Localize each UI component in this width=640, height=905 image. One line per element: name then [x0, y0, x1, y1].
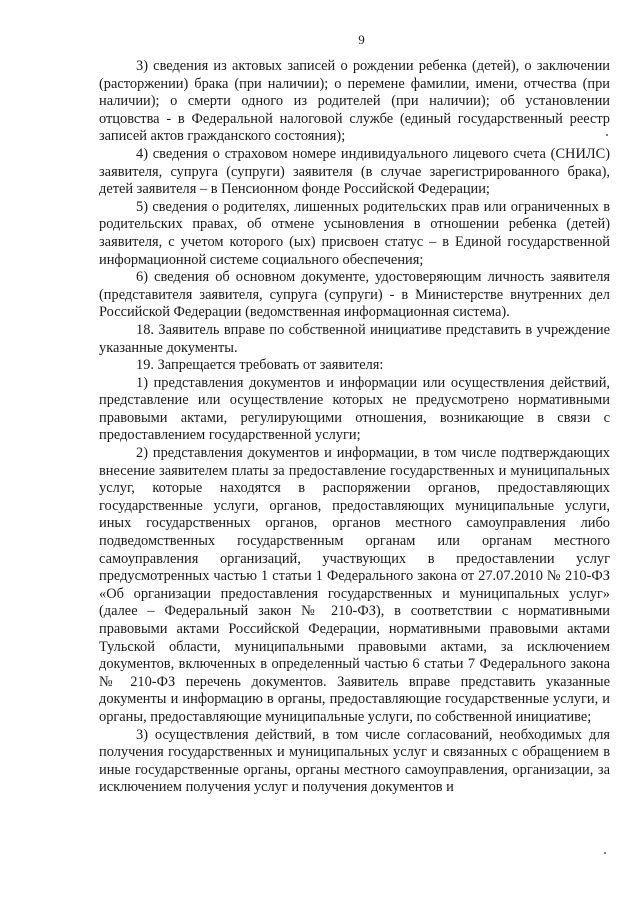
scan-speck: [604, 852, 606, 854]
page-number: 9: [358, 32, 365, 47]
document-body: [99, 58, 610, 797]
paragraph-clause-19-item-2: 2) представления документов и информации, в том числе подтверждающих внесение заявителем платы за предоставление государственных и муниципальных услуг, которые находятся в распоряжении органов, предоставляющих государственные услуги, органов, предоставляющих муниципальные услуги, иных государственных органов, органов местного самоуправления либо подведомственных государственным органам или органам местного самоуправления организаций, участвующих в предоставлении услуг предусмотренных частью 1 статьи 1 Федерального закона от 27.07.2010 № 210-ФЗ «Об организации предоставления государственных и муниципальных услуг» (далее – Федеральный закон № 210-ФЗ), в соответствии с нормативными правовыми актами Российской Федерации, нормативными правовыми актами Тульской области, муниципальными правовыми актами, за исключением документов, включенных в определенный частью 6 статьи 7 Федерального закона № 210-ФЗ перечень документов. Заявитель вправе представить указанные документы и информацию в органы, предоставляющие государственные услуги, и органы, предоставляющие муниципальные услуги, по собственной инициативе;: [99, 445, 610, 725]
paragraph-clause-19-item-1: 1) представления документов и информации или осуществления действий, представление или осуществление которых не предусмотрено нормативными правовыми актами, регулирующими отношения, возникающие в связи с предоставлением государственной услуги;: [99, 374, 610, 444]
paragraph-clause-19-item-3: 3) осуществления действий, в том числе согласований, необходимых для получения государственных и муниципальных услуг и связанных с обращением в иные государственные органы, органы местного самоуправления, организации, за исключением получения услуг и получения документов и: [99, 726, 610, 796]
paragraph-clause-19: 19. Запрещается требовать от заявителя:: [136, 357, 384, 374]
paragraph-clause-18: 18. Заявитель вправе по собственной инициативе представить в учреждение указанные документы.: [99, 321, 610, 356]
paragraph-item-3-civil-records: 3) сведения из актовых записей о рождении ребенка (детей), о заключении (расторжении) брака (при наличии); о перемене фамилии, имени, отчества (при наличии); о смерти одного из родителей (при наличии); об установлении отцовства - в Федеральной налоговой службе (единый государственный реестр записей актов гражданского состояния);: [99, 58, 610, 145]
paragraph-item-5-parental-rights: 5) сведения о родителях, лишенных родительских прав или ограниченных в родительских правах, об отмене усыновления в отношении ребенка (детей) заявителя, с учетом которого (ых) присвоен статус – в Единой государственной информационной системе социального обеспечения;: [99, 198, 610, 268]
paragraph-item-4-snils: 4) сведения о страховом номере индивидуального лицевого счета (СНИЛС) заявителя, супруга (супруги) заявителя (в случае зарегистрированного брака), детей заявителя – в Пенсионном фонде Российской Федерации;: [99, 145, 610, 198]
paragraph-item-6-identity-document: 6) сведения об основном документе, удостоверяющим личность заявителя (представителя заявителя, супруга (супруги) - в Министерстве внутренних дел Российской Федерации (ведомственная информационная система).: [99, 269, 610, 321]
scan-speck: [606, 134, 608, 136]
